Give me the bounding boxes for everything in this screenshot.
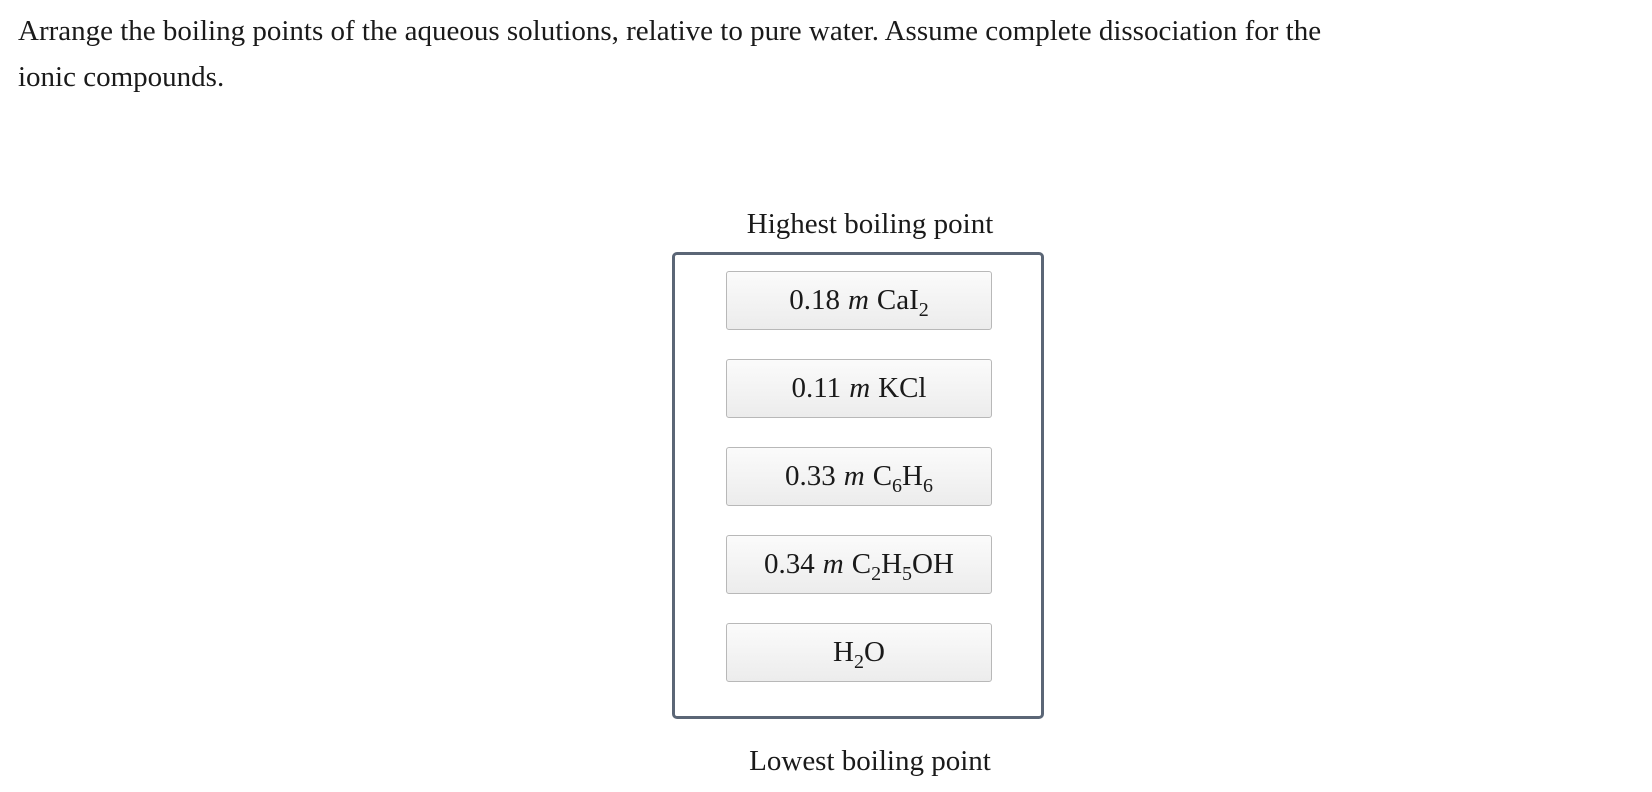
rank-item-cai2[interactable] — [726, 271, 992, 330]
formula-text: CaI — [876, 284, 919, 316]
item-unit: m — [843, 460, 865, 492]
rank-item-h2o[interactable] — [726, 623, 992, 682]
formula-subscript: 6 — [892, 475, 903, 497]
item-concentration: 0.33 — [785, 460, 836, 492]
formula-text: H — [833, 636, 854, 668]
item-unit: m — [822, 548, 844, 580]
formula-text: C — [872, 460, 893, 492]
formula-text: C — [851, 548, 872, 580]
highest-boiling-point-label: Highest boiling point — [746, 208, 994, 240]
formula-subscript: 2 — [918, 299, 929, 321]
question-line-1: Arrange the boiling points of the aqueous solutions, relative to pure water. Assume complete dissociation for the — [18, 15, 1322, 47]
item-formula — [878, 372, 926, 405]
formula-subscript: 5 — [902, 563, 913, 585]
item-formula — [851, 548, 954, 585]
item-unit: m — [847, 284, 869, 316]
formula-subscript: 2 — [854, 651, 864, 673]
rank-item-kcl[interactable] — [726, 359, 992, 418]
formula-text: H — [902, 460, 923, 492]
item-unit: m — [849, 372, 871, 404]
item-concentration: 0.18 — [789, 284, 840, 316]
rank-item-c2h5oh[interactable] — [726, 535, 992, 594]
question-prompt — [18, 8, 1618, 100]
item-formula — [876, 284, 929, 321]
formula-text: H — [881, 548, 903, 580]
item-concentration: 0.34 — [764, 548, 815, 580]
item-concentration: 0.11 — [791, 372, 842, 404]
formula-text: O — [864, 636, 885, 668]
formula-text: OH — [912, 548, 954, 580]
ranking-container — [672, 252, 1044, 719]
lowest-boiling-point-label: Lowest boiling point — [749, 745, 991, 777]
item-formula — [833, 636, 885, 673]
question-line-2: ionic compounds. — [18, 61, 225, 93]
formula-subscript: 6 — [923, 475, 933, 497]
formula-text: KCl — [878, 372, 927, 404]
rank-item-c6h6[interactable] — [726, 447, 992, 506]
item-formula — [872, 460, 933, 497]
formula-subscript: 2 — [871, 563, 882, 585]
